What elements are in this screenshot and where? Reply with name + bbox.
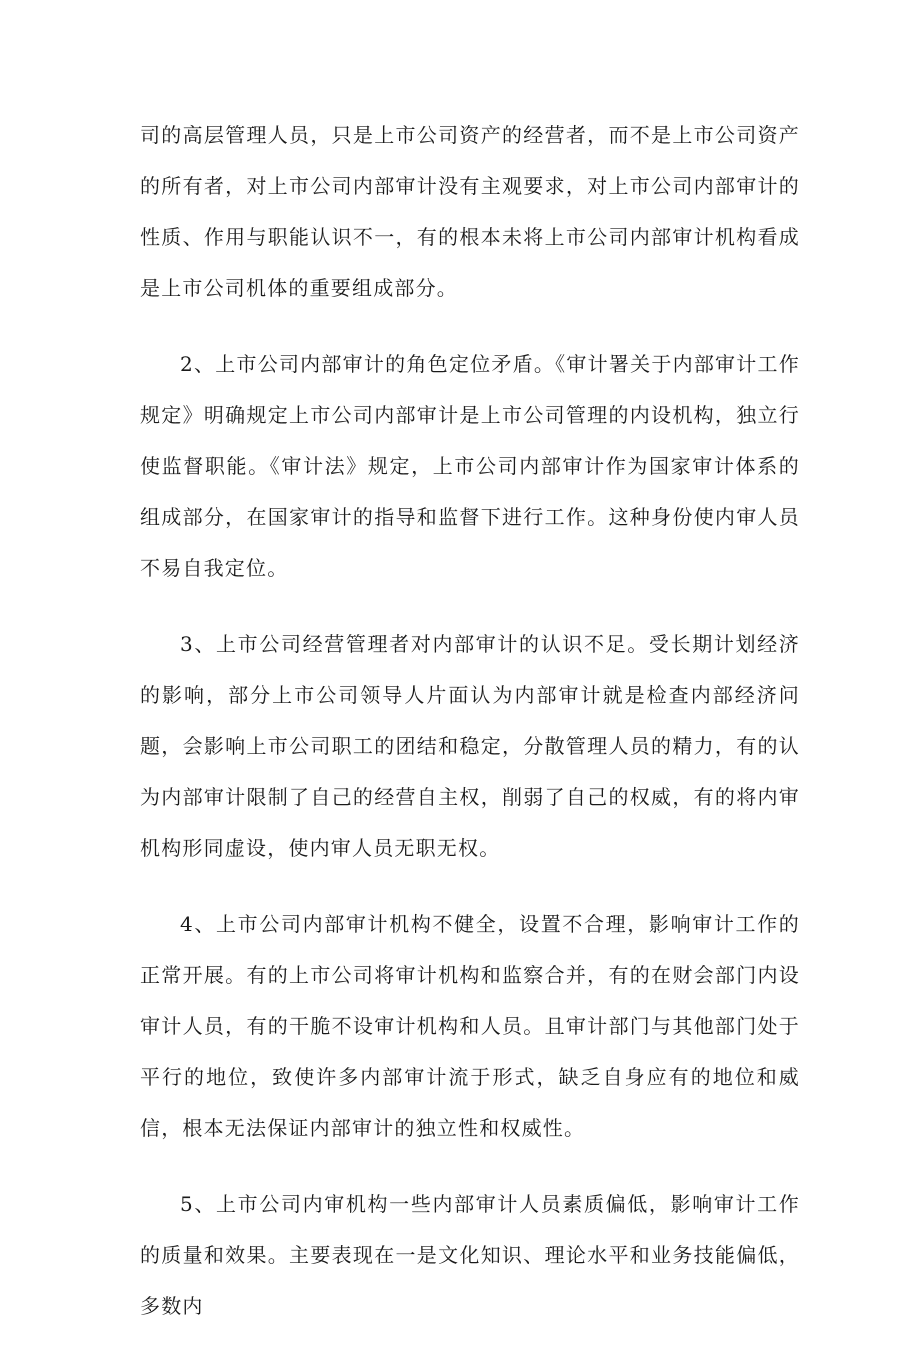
document-body [140, 110, 800, 1357]
paragraph-item-2: 2、上市公司内部审计的角色定位矛盾。《审计署关于内部审计工作规定》明确规定上市公司内部审计是上市公司管理的内设机构，独立行使监督职能。《审计法》规定，上市公司内部审计作为国家审计体系的组成部分，在国家审计的指导和监督下进行工作。这种身份使内审人员不易自我定位。 [140, 352, 800, 580]
paragraph-item-5: 5、上市公司内审机构一些内部审计人员素质偏低，影响审计工作的质量和效果。主要表现在一是文化知识、理论水平和业务技能偏低，多数内 [140, 1192, 800, 1318]
paragraph-item-3: 3、上市公司经营管理者对内部审计的认识不足。受长期计划经济的影响，部分上市公司领导人片面认为内部审计就是检查内部经济问题，会影响上市公司职工的团结和稳定，分散管理人员的精力，有的认为内部审计限制了自己的经营自主权，削弱了自己的权威，有的将内审机构形同虚设，使内审人员无职无权。 [140, 632, 800, 860]
paragraph-continuation: 司的高层管理人员，只是上市公司资产的经营者，而不是上市公司资产的所有者，对上市公司内部审计没有主观要求，对上市公司内部审计的性质、作用与职能认识不一，有的根本未将上市公司内部审计机构看成是上市公司机体的重要组成部分。 [140, 123, 800, 300]
paragraph-item-4: 4、上市公司内部审计机构不健全，设置不合理，影响审计工作的正常开展。有的上市公司将审计机构和监察合并，有的在财会部门内设审计人员，有的干脆不设审计机构和人员。且审计部门与其他部门处于平行的地位，致使许多内部审计流于形式，缺乏自身应有的地位和威信，根本无法保证内部审计的独立性和权威性。 [140, 912, 800, 1140]
